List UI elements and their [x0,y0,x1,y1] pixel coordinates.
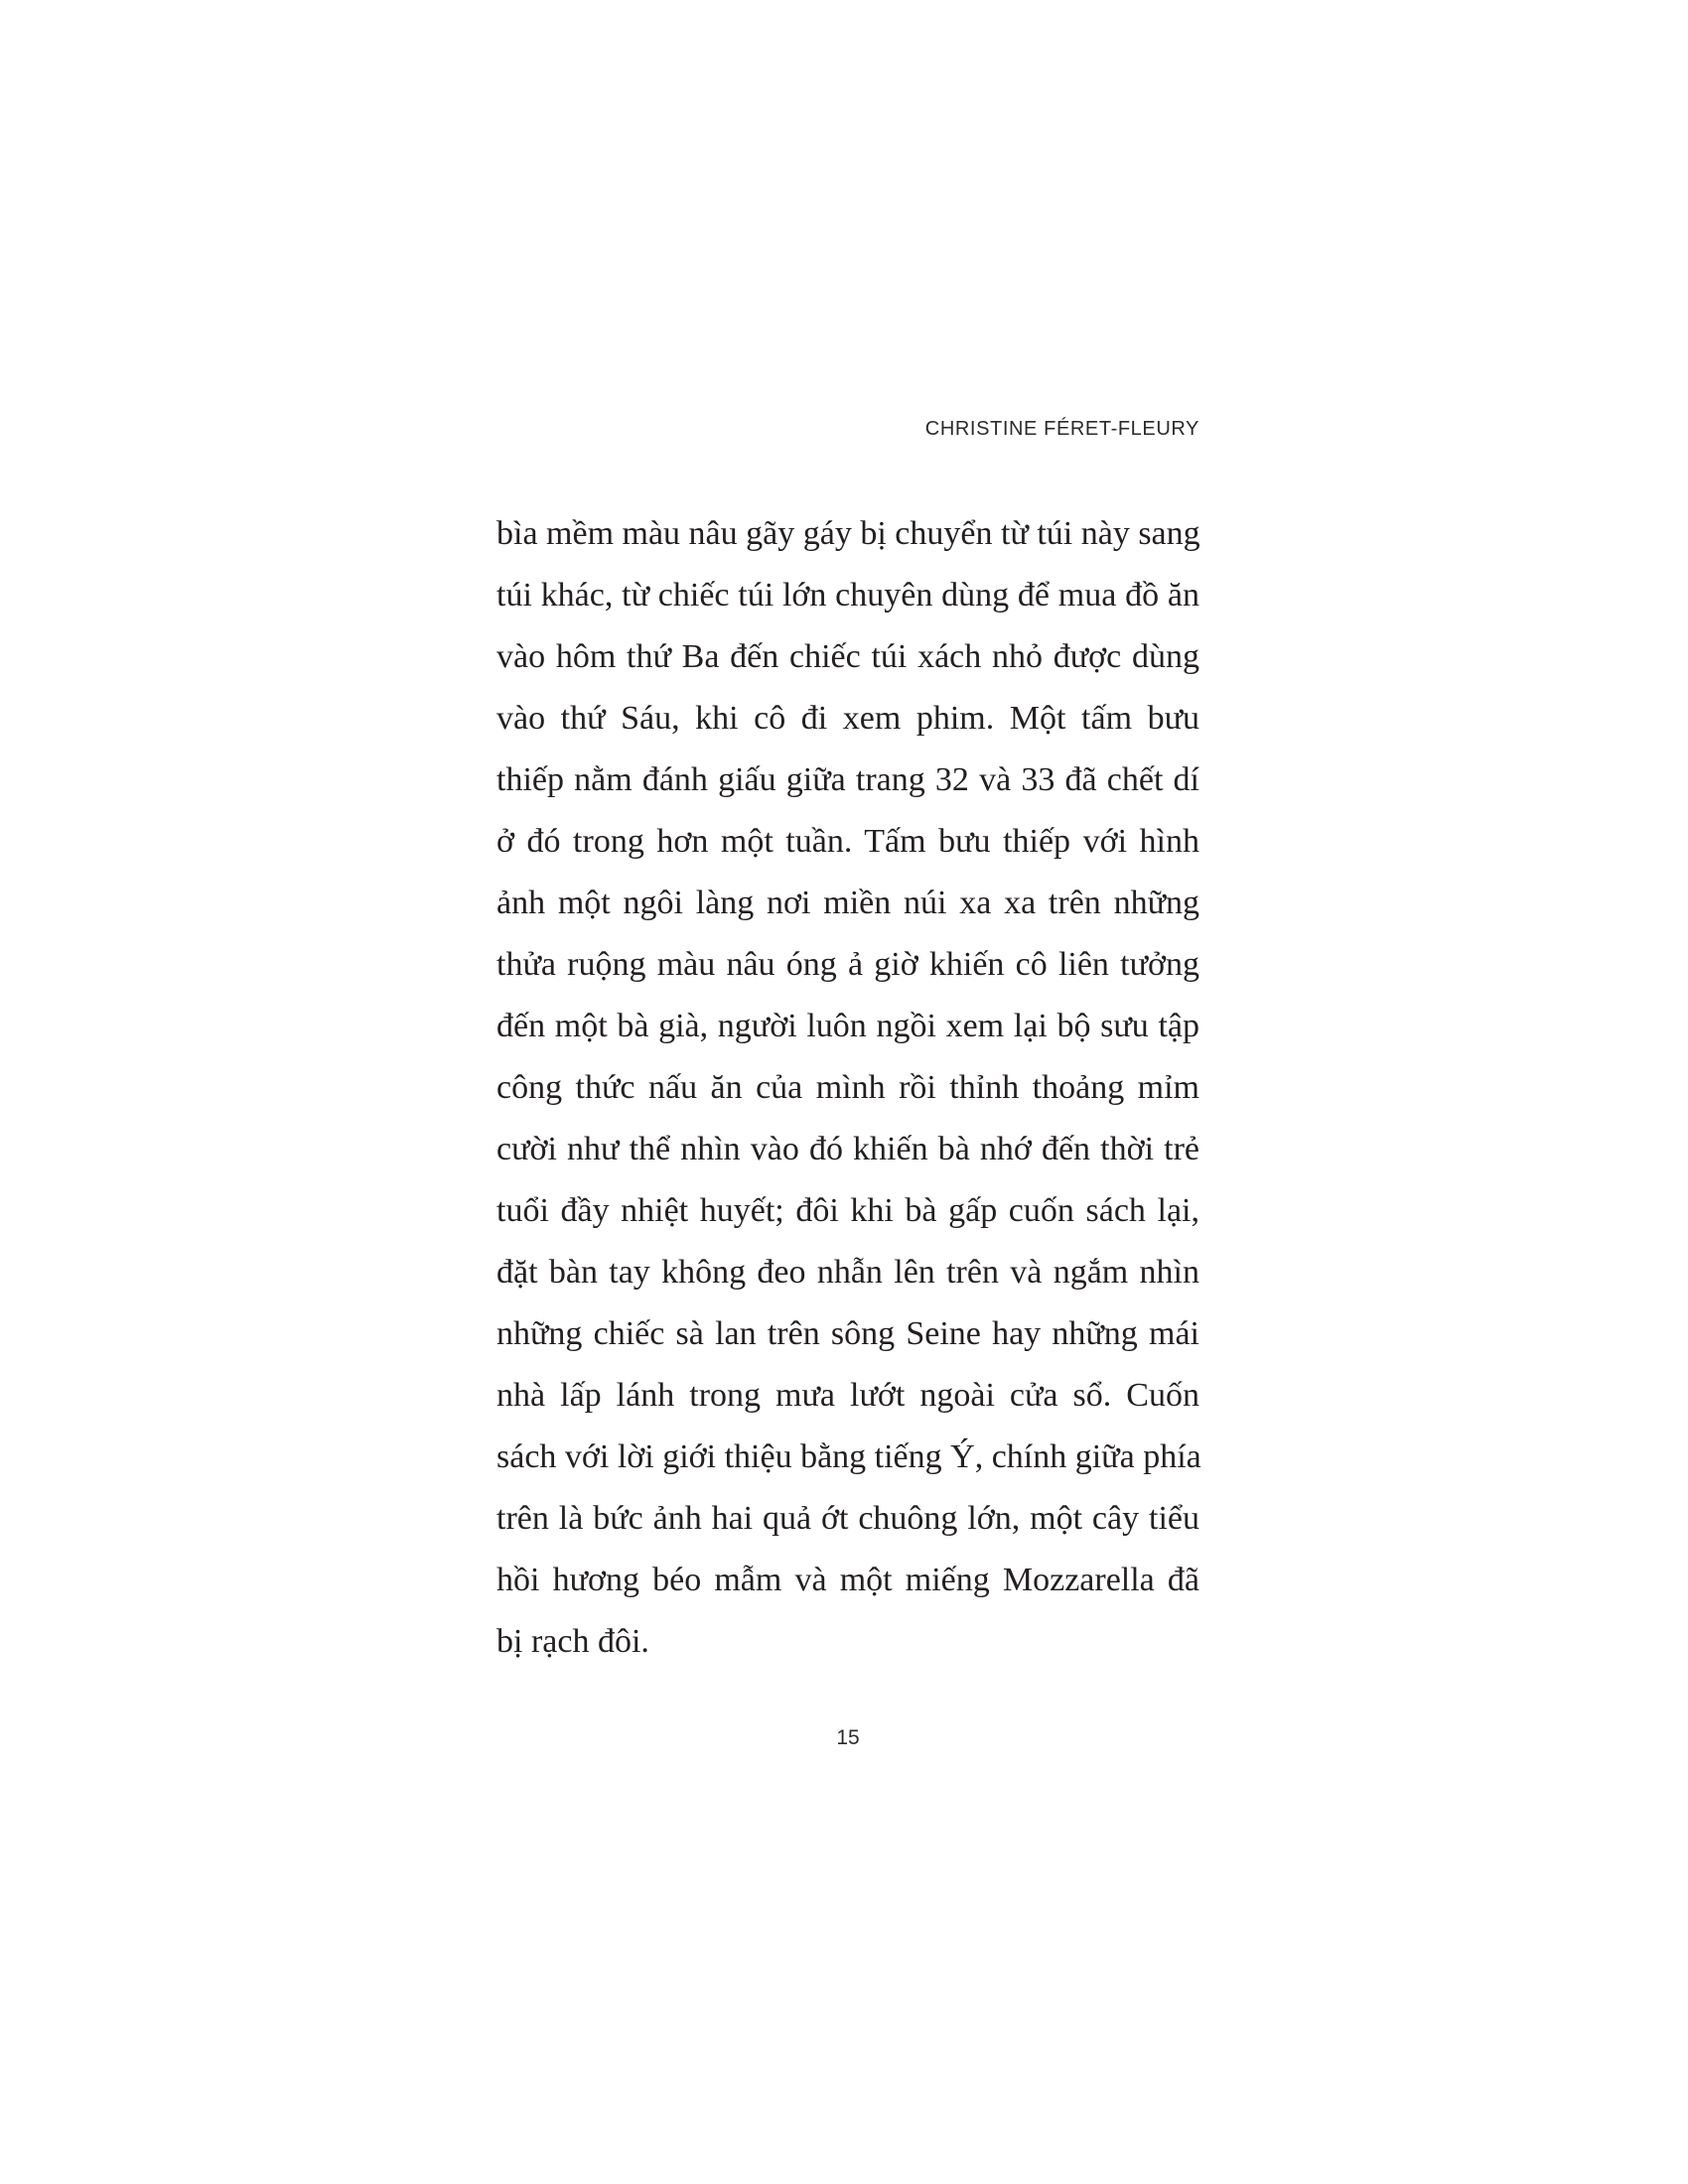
text-line: túi khác, từ chiếc túi lớn chuyên dùng để mua đồ ăn [496,577,1199,614]
text-line: tuổi đầy nhiệt huyết; đôi khi bà gấp cuốn sách lại, [496,1192,1199,1229]
text-line: bìa mềm màu nâu gãy gáy bị chuyển từ túi này sang [496,515,1200,552]
text-line: ảnh một ngôi làng nơi miền núi xa xa trên những [496,885,1199,921]
text-line: trên là bức ảnh hai quả ớt chuông lớn, một cây tiểu [496,1500,1199,1537]
text-line: thiếp nằm đánh giấu giữa trang 32 và 33 đã chết dí [496,761,1199,798]
text-line: hồi hương béo mẫm và một miếng Mozzarella đã [496,1562,1199,1598]
page-number: 15 [836,1726,860,1749]
text-line: đặt bàn tay không đeo nhẫn lên trên và ngắm nhìn [496,1254,1199,1291]
text-line-last: bị rạch đôi. [496,1623,649,1660]
text-line: cười như thể nhìn vào đó khiến bà nhớ đến thời trẻ [496,1131,1199,1167]
text-line: nhà lấp lánh trong mưa lướt ngoài cửa sổ. Cuốn [496,1377,1199,1414]
body-paragraph [496,503,1199,1673]
text-line: thửa ruộng màu nâu óng ả giờ khiến cô liên tưởng [496,946,1199,983]
text-line: ở đó trong hơn một tuần. Tấm bưu thiếp với hình [496,823,1199,860]
text-line: vào thứ Sáu, khi cô đi xem phim. Một tấm bưu [496,700,1199,737]
running-header-author: CHRISTINE FÉRET-FLEURY [924,418,1199,440]
text-line: sách với lời giới thiệu bằng tiếng Ý, chính giữa phía [496,1438,1201,1475]
text-line: công thức nấu ăn của mình rồi thỉnh thoảng mỉm [496,1069,1199,1106]
text-line: vào hôm thứ Ba đến chiếc túi xách nhỏ được dùng [496,638,1199,675]
text-line: những chiếc sà lan trên sông Seine hay những mái [496,1315,1199,1352]
text-line: đến một bà già, người luôn ngồi xem lại bộ sưu tập [496,1008,1199,1044]
